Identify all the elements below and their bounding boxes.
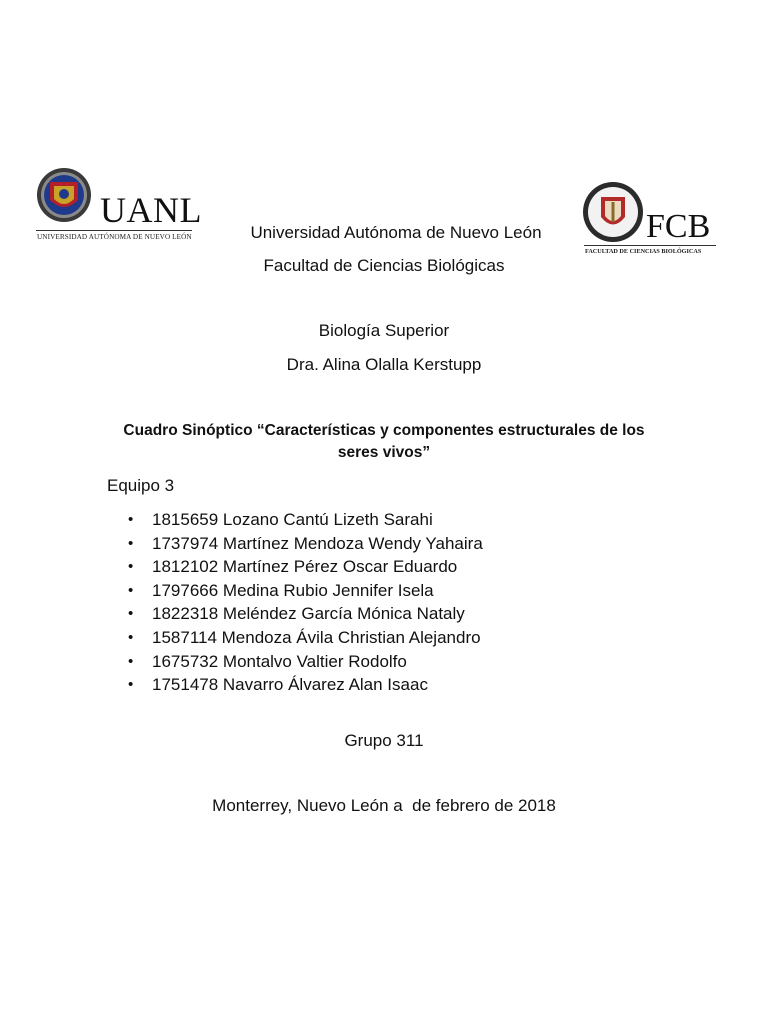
list-item: • 1587114 Mendoza Ávila Christian Alejandro — [128, 626, 483, 650]
uanl-subtitle: UNIVERSIDAD AUTÓNOMA DE NUEVO LEÓN — [37, 233, 192, 241]
team-members-list — [128, 508, 483, 697]
fcb-wordmark: FCB — [646, 208, 711, 245]
document-title — [100, 420, 668, 464]
list-item: • 1737974 Martínez Mendoza Wendy Yahaira — [128, 532, 483, 556]
fcb-subtitle: FACULTAD DE CIENCIAS BIOLÓGICAS — [585, 248, 702, 255]
group-label: Grupo 311 — [344, 731, 424, 750]
list-item: • 1797666 Medina Rubio Jennifer Isela — [128, 579, 483, 603]
faculty-name: Facultad de Ciencias Biológicas — [263, 256, 505, 275]
teacher-name: Dra. Alina Olalla Kerstupp — [286, 355, 482, 374]
uanl-wordmark: UANL — [100, 190, 202, 230]
list-item: • 1815659 Lozano Cantú Lizeth Sarahi — [128, 508, 483, 532]
list-item: • 1822318 Meléndez García Mónica Nataly — [128, 602, 483, 626]
document-title-line-2: seres vivos” — [337, 444, 431, 461]
document-title-line-1: Cuadro Sinóptico “Características y componentes estructurales de los — [123, 422, 645, 439]
uanl-seal-icon — [36, 166, 92, 224]
fcb-divider — [584, 245, 716, 246]
list-item: • 1751478 Navarro Álvarez Alan Isaac — [128, 673, 483, 697]
place-date: Monterrey, Nuevo León a de febrero de 2018 — [212, 796, 556, 815]
team-label: Equipo 3 — [107, 476, 175, 495]
subject-name: Biología Superior — [318, 321, 450, 340]
list-item: • 1812102 Martínez Pérez Oscar Eduardo — [128, 555, 483, 579]
university-name: Universidad Autónoma de Nuevo León — [250, 223, 542, 242]
list-item: • 1675732 Montalvo Valtier Rodolfo — [128, 650, 483, 674]
fcb-logo — [582, 180, 722, 260]
